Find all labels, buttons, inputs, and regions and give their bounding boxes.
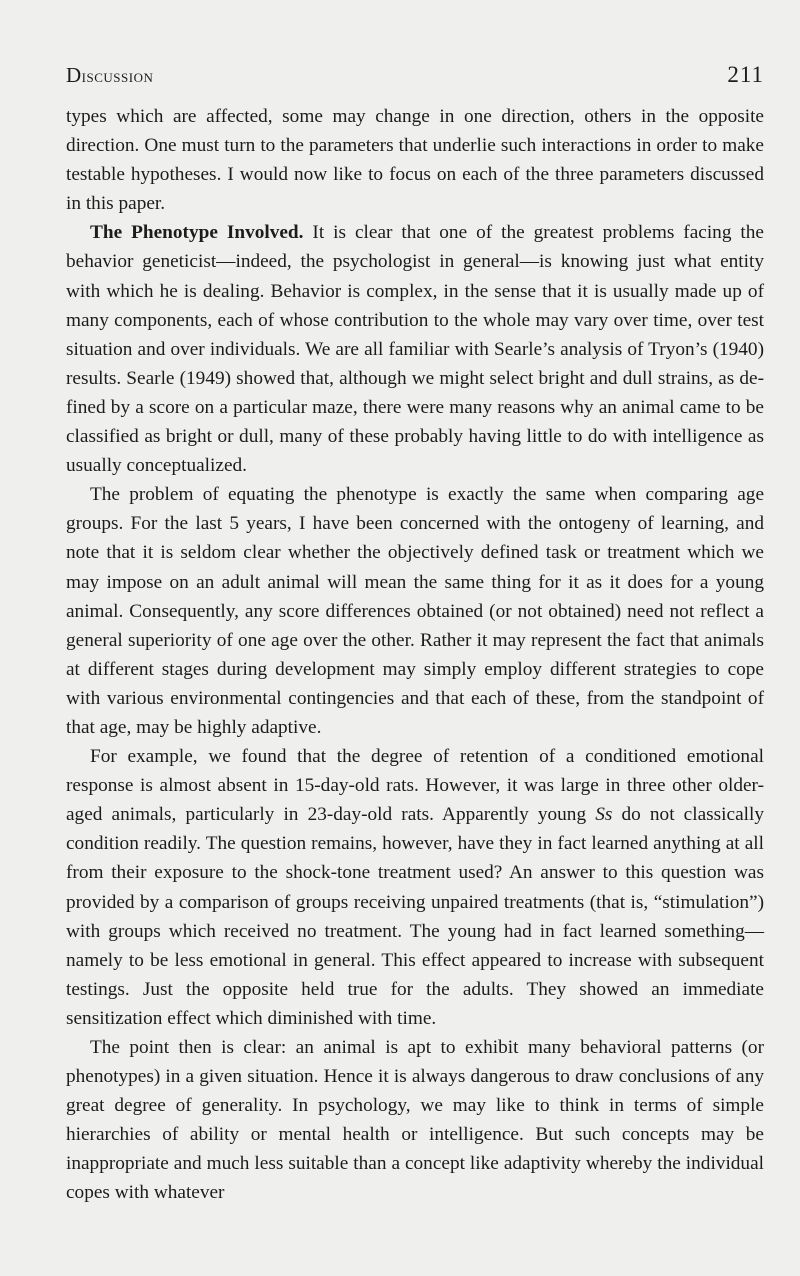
paragraph-2-text: It is clear that one of the greatest problems facing the behavior geneticist—indeed, the psychologist in general—is knowing just what entity with which he is dealing. Behavior is complex, in the sense that it is usually made up of many components, each of whose contribution to the whole may vary over time, over test situation and over individuals. We are all familiar with Searle’s analysis of Tryon’s (1940) results. Searle (1949) showed that, although we might select bright and dull strains, as defined by a score on a particular maze, there were many reasons why an animal came to be classified as bright or dull, many of these probably having little to do with intelligence as usually conceptualized.	[66, 222, 764, 477]
paragraph-2	[66, 218, 764, 480]
subsection-heading: The Phenotype Involved.	[90, 222, 304, 244]
paragraph-3: The problem of equating the phenotype is exactly the same when comparing age groups. For the last 5 years, I have been concerned with the ontogeny of learning, and note that it is seldom clear whether the objectively defined task or treatment which we may impose on an adult animal will mean the same thing for it as it does for a young animal. Consequently, any score differences obtained (or not obtained) need not reflect a general superiority of one age over the other. Rather it may represent the fact that animals at different stages during development may simply employ different strategies to cope with various environmental contingencies and that each of these, from the standpoint of that age, may be highly adaptive.	[66, 484, 764, 738]
subjects-abbreviation: Ss	[595, 804, 613, 826]
running-head	[66, 62, 764, 102]
paragraph-5: The point then is clear: an animal is apt to exhibit many behavioral patterns (or phenotypes) in a given situation. Hence it is always dangerous to draw conclusions of any great degree of generality. In psychology, we may like to think in terms of simple hierarchies of ability or mental health or intelligence. But such concepts may be inappropriate and much less suitable than a concept like adaptivity whereby the individual copes with whatever	[66, 1037, 764, 1204]
body-text	[66, 102, 764, 1208]
page-number: 211	[727, 62, 764, 87]
book-page	[66, 62, 764, 1208]
paragraph-4-text-a: For example, we found that the degree of retention of a conditioned emotional response is almost absent in 15-day-old rats. However, it was large in three other older-aged animals, particularly in 23-day-old rats. Apparently young	[66, 746, 764, 826]
paragraph-1: types which are affected, some may change in one direction, others in the opposite direction. One must turn to the parameters that underlie such interactions in order to make testable hypotheses. I would now like to focus on each of the three parameters discussed in this paper.	[66, 106, 764, 215]
paragraph-4-text-b: do not classically condition readily. The question remains, however, have they in fact learned anything at all from their exposure to the shock-tone treatment used? An answer to this question was provided by a comparison of groups receiving unpaired treatments (that is, “stimulation”) with groups which received no treatment. The young had in fact learned something—namely to be less emotional in general. This effect appeared to increase with subsequent testings. Just the opposite held true for the adults. They showed an immediate sensitization effect which diminished with time.	[66, 804, 764, 1029]
paragraph-4	[66, 742, 764, 1033]
section-title: Discussion	[66, 63, 154, 87]
